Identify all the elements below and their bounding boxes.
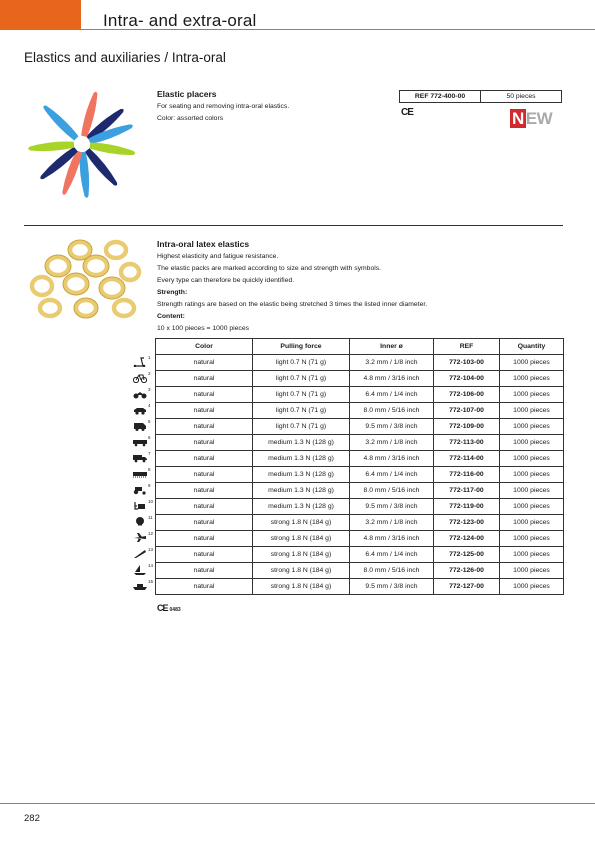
cell-inner: 4.8 mm / 3/16 inch [350,371,434,387]
cell-quantity: 1000 pieces [500,355,564,371]
van-icon [133,421,147,431]
cell-quantity: 1000 pieces [500,515,564,531]
symbol-number: 8 [148,467,151,472]
cell-inner: 8.0 mm / 5/16 inch [350,403,434,419]
symbol-row [130,482,155,498]
placer-blue-3 [41,103,80,142]
cell-color: natural [156,371,253,387]
cell-ref: 772-103-00 [434,355,500,371]
elastic-placers-image [20,86,145,204]
cell-color: natural [156,483,253,499]
cell-quantity: 1000 pieces [500,371,564,387]
symbol-number: 4 [148,403,151,408]
cell-inner: 8.0 mm / 5/16 inch [350,563,434,579]
product-feature-3: Every type can therefore be quickly identified. [157,277,295,284]
ce-mark: CE [401,107,413,118]
cell-ref: 772-125-00 [434,547,500,563]
cell-quantity: 1000 pieces [500,435,564,451]
symbol-row [130,466,155,482]
cell-quantity: 1000 pieces [500,403,564,419]
table-row [156,371,564,387]
symbol-row [130,354,155,370]
cell-inner: 3.2 mm / 1/8 inch [350,515,434,531]
cell-force: light 0.7 N (71 g) [253,403,350,419]
symbol-number: 15 [148,579,154,584]
section-divider [24,225,563,226]
bicycle-icon [133,373,147,383]
cell-ref: 772-106-00 [434,387,500,403]
cell-color: natural [156,403,253,419]
ce-certification [157,603,181,613]
cell-force: strong 1.8 N (184 g) [253,515,350,531]
product-feature-2: The elastic packs are marked according to size and strength with symbols. [157,265,382,272]
cell-force: light 0.7 N (71 g) [253,355,350,371]
cell-force: light 0.7 N (71 g) [253,387,350,403]
symbol-row [130,434,155,450]
product-color: Color: assorted colors [157,115,224,122]
rocket-icon [133,549,147,559]
cell-inner: 6.4 mm / 1/4 inch [350,467,434,483]
cell-force: medium 1.3 N (128 g) [253,467,350,483]
cell-force: strong 1.8 N (184 g) [253,547,350,563]
symbol-number: 11 [148,515,153,520]
cell-color: natural [156,451,253,467]
table-row [156,387,564,403]
motorbike-icon [133,389,147,399]
sailboat-icon [133,565,147,575]
table-row [156,579,564,595]
symbol-row [130,562,155,578]
table-row [156,515,564,531]
new-badge-n: N [512,109,524,128]
cell-ref: 772-126-00 [434,563,500,579]
table-row [156,499,564,515]
placer-green-2 [28,140,75,153]
strength-label: Strength: [157,289,188,296]
symbol-column [130,354,155,594]
page-title: Intra- and extra-oral [103,11,257,30]
cell-inner: 3.2 mm / 1/8 inch [350,355,434,371]
cell-ref: 772-104-00 [434,371,500,387]
symbol-number: 7 [148,451,151,456]
footer-rule [0,803,595,804]
symbol-number: 12 [148,531,154,536]
balloon-icon [133,517,147,527]
col-color: Color [156,339,253,355]
table-row [156,563,564,579]
table-row [156,483,564,499]
symbol-row [130,546,155,562]
cell-color: natural [156,387,253,403]
symbol-row [130,530,155,546]
cell-ref: 772-123-00 [434,515,500,531]
car-icon [133,405,147,415]
cell-force: medium 1.3 N (128 g) [253,435,350,451]
product-name-latex-elastics: Intra-oral latex elastics [157,239,250,249]
table-row [156,355,564,371]
cell-color: natural [156,547,253,563]
cell-color: natural [156,579,253,595]
product-feature-1: Highest elasticity and fatigue resistance. [157,253,279,260]
cell-quantity: 1000 pieces [500,547,564,563]
cell-color: natural [156,419,253,435]
col-ref: REF [434,339,500,355]
col-quantity: Quantity [500,339,564,355]
truck-icon [133,453,147,463]
cell-force: medium 1.3 N (128 g) [253,483,350,499]
section-title: Elastics and auxiliaries / Intra-oral [24,50,226,65]
symbol-row [130,402,155,418]
latex-elastics-image [28,236,148,326]
scooter-icon [133,357,147,367]
cell-ref: 772-119-00 [434,499,500,515]
cell-quantity: 1000 pieces [500,451,564,467]
ref-box [399,90,562,103]
cell-force: strong 1.8 N (184 g) [253,531,350,547]
cell-inner: 6.4 mm / 1/4 inch [350,387,434,403]
cell-force: medium 1.3 N (128 g) [253,451,350,467]
content-label: Content: [157,313,185,320]
cell-force: strong 1.8 N (184 g) [253,579,350,595]
ref-number: REF 772-400-00 [400,91,481,103]
tractor-icon [133,485,147,495]
cell-quantity: 1000 pieces [500,563,564,579]
col-inner: Inner ø [350,339,434,355]
table-row [156,403,564,419]
table-row [156,547,564,563]
train-icon [133,469,147,479]
header-accent-tab [0,0,81,29]
symbol-row [130,514,155,530]
cell-ref: 772-124-00 [434,531,500,547]
product-name-elastic-placers: Elastic placers [157,89,217,99]
forklift-icon [133,501,147,511]
symbol-number: 9 [148,483,151,488]
cell-color: natural [156,531,253,547]
symbol-number: 13 [148,547,154,552]
header-rule [0,29,595,30]
cell-color: natural [156,467,253,483]
bus-icon [133,437,147,447]
new-badge-rest: EW [525,109,553,128]
cell-color: natural [156,435,253,451]
cell-quantity: 1000 pieces [500,483,564,499]
cell-quantity: 1000 pieces [500,531,564,547]
cell-inner: 4.8 mm / 3/16 inch [350,531,434,547]
cell-quantity: 1000 pieces [500,499,564,515]
cell-color: natural [156,355,253,371]
col-force: Pulling force [253,339,350,355]
symbol-row [130,370,155,386]
cell-quantity: 1000 pieces [500,579,564,595]
cell-ref: 772-109-00 [434,419,500,435]
table-row [156,435,564,451]
cell-inner: 8.0 mm / 5/16 inch [350,483,434,499]
cell-force: medium 1.3 N (128 g) [253,499,350,515]
cell-inner: 4.8 mm / 3/16 inch [350,451,434,467]
ce-mark-bottom: CE [157,603,168,613]
cell-color: natural [156,515,253,531]
cell-inner: 9.5 mm / 3/8 inch [350,579,434,595]
table-header-row [156,339,564,355]
cell-ref: 772-113-00 [434,435,500,451]
new-badge [510,109,552,129]
cell-force: light 0.7 N (71 g) [253,371,350,387]
ship-icon [133,581,147,591]
cell-inner: 9.5 mm / 3/8 inch [350,499,434,515]
airplane-icon [133,533,147,543]
cell-inner: 9.5 mm / 3/8 inch [350,419,434,435]
symbol-number: 2 [148,371,151,376]
table-row [156,467,564,483]
cell-ref: 772-127-00 [434,579,500,595]
cell-force: light 0.7 N (71 g) [253,419,350,435]
content-text: 10 x 100 pieces = 1000 pieces [157,325,250,332]
symbol-row [130,386,155,402]
table-row [156,531,564,547]
symbol-row [130,418,155,434]
ref-pieces: 50 pieces [481,91,562,103]
symbol-row [130,578,155,594]
product-description: For seating and removing intra-oral elastics. [157,103,290,110]
cell-inner: 6.4 mm / 1/4 inch [350,547,434,563]
cell-quantity: 1000 pieces [500,419,564,435]
cell-ref: 772-116-00 [434,467,500,483]
cell-ref: 772-114-00 [434,451,500,467]
ce-code: 0483 [169,607,181,613]
symbol-number: 5 [148,419,151,424]
cell-ref: 772-117-00 [434,483,500,499]
cell-quantity: 1000 pieces [500,467,564,483]
cell-color: natural [156,563,253,579]
cell-quantity: 1000 pieces [500,387,564,403]
symbol-row [130,498,155,514]
cell-inner: 3.2 mm / 1/8 inch [350,435,434,451]
cell-ref: 772-107-00 [434,403,500,419]
elastics-table [155,338,564,595]
table-row [156,451,564,467]
cell-color: natural [156,499,253,515]
symbol-row [130,450,155,466]
table-row [156,419,564,435]
strength-text: Strength ratings are based on the elastic being stretched 3 times the listed inner diameter. [157,301,428,308]
symbol-number: 14 [148,563,154,568]
symbol-number: 1 [148,355,151,360]
page-number: 282 [24,813,40,824]
cell-force: strong 1.8 N (184 g) [253,563,350,579]
symbol-number: 3 [148,387,151,392]
symbol-number: 10 [148,499,154,504]
symbol-number: 6 [148,435,151,440]
